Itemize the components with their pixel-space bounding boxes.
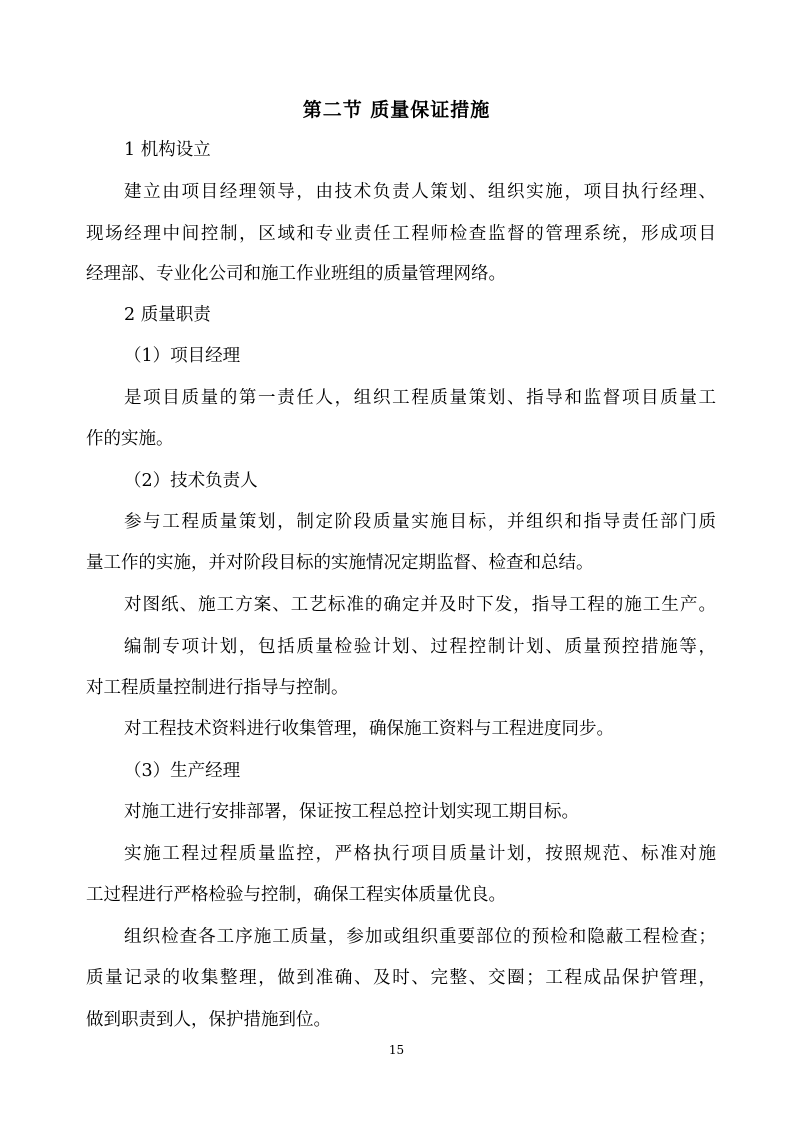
paragraph-line: 建立由项目经理领导，由技术负责人策划、组织实施，项目执行经理、 xyxy=(124,182,716,202)
page-number: 15 xyxy=(388,1043,405,1057)
subheading-production-manager: （3）生产经理 xyxy=(124,761,241,781)
paragraph-line: 做到职责到人，保护措施到位。 xyxy=(86,1010,331,1030)
paragraph-line: 实施工程过程质量监控，严格执行项目质量计划，按照规范、标准对施 xyxy=(124,844,716,864)
paragraph-line: 对施工进行安排部署，保证按工程总控计划实现工期目标。 xyxy=(124,802,579,822)
paragraph-line: 经理部、专业化公司和施工作业班组的质量管理网络。 xyxy=(86,264,506,284)
subheading-project-manager: （1）项目经理 xyxy=(124,346,241,366)
paragraph-line: 工过程进行严格检验与控制，确保工程实体质量优良。 xyxy=(86,885,506,905)
heading-quality-duties: 2 质量职责 xyxy=(124,305,211,325)
paragraph-line: 质量记录的收集整理，做到准确、及时、完整、交圈；工程成品保护管理， xyxy=(86,968,716,988)
heading-institution-setup: 1 机构设立 xyxy=(124,140,211,160)
paragraph-line: 量工作的实施，并对阶段目标的实施情况定期监督、检查和总结。 xyxy=(86,553,594,573)
paragraph-line: 对图纸、施工方案、工艺标准的确定并及时下发，指导工程的施工生产。 xyxy=(124,595,716,615)
paragraph-line: 编制专项计划，包括质量检验计划、过程控制计划、质量预控措施等， xyxy=(124,637,716,657)
section-title: 第二节 质量保证措施 xyxy=(302,99,491,121)
paragraph-line: 对工程技术资料进行收集管理，确保施工资料与工程进度同步。 xyxy=(124,719,614,739)
paragraph-line: 是项目质量的第一责任人，组织工程质量策划、指导和监督项目质量工 xyxy=(124,388,716,408)
paragraph-line: 参与工程质量策划，制定阶段质量实施目标，并组织和指导责任部门质 xyxy=(124,512,716,532)
paragraph-line: 对工程质量控制进行指导与控制。 xyxy=(86,678,349,698)
paragraph-line: 作的实施。 xyxy=(86,429,174,449)
paragraph-line: 组织检查各工序施工质量，参加或组织重要部位的预检和隐蔽工程检查； xyxy=(124,927,716,947)
subheading-technical-lead: （2）技术负责人 xyxy=(124,471,258,491)
paragraph-line: 现场经理中间控制，区域和专业责任工程师检查监督的管理系统，形成项目 xyxy=(86,224,716,244)
